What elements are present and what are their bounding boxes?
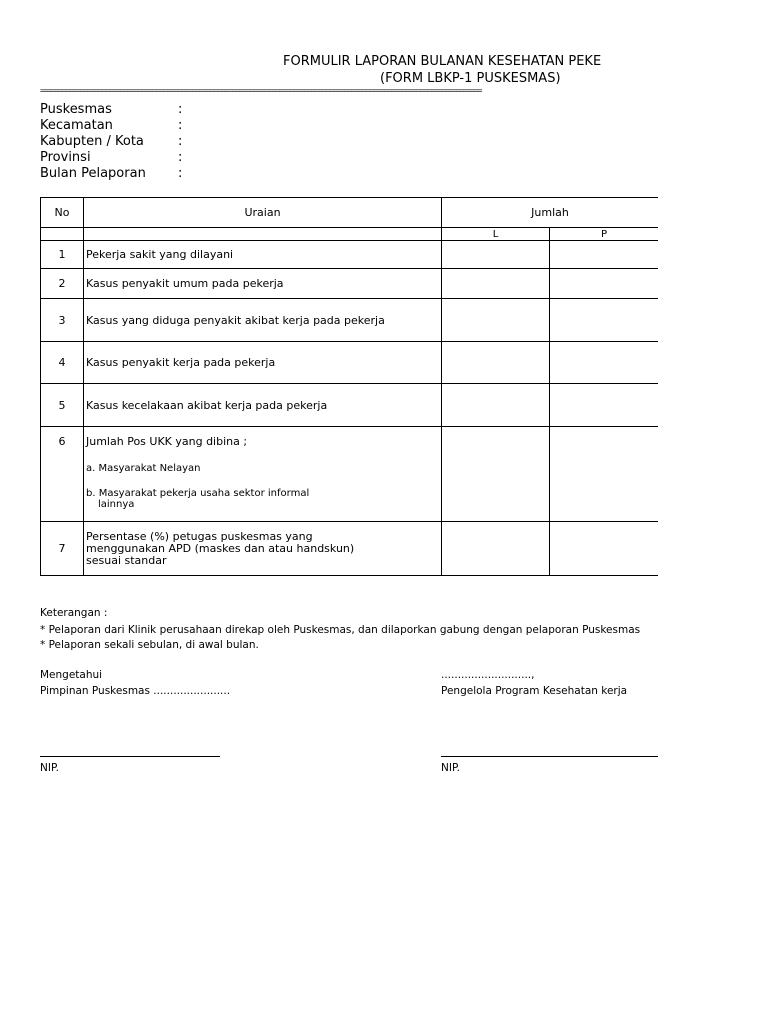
sign-right-place: ..........................., [441, 669, 535, 681]
sign-left-title: Pimpinan Puskesmas ....................... [40, 685, 231, 697]
row-uraian: Kasus kecelakaan akibat kerja pada pekerja [84, 384, 442, 427]
p-cell[interactable] [550, 384, 659, 427]
row-uraian: Kasus yang diduga penyakit akibat kerja pada pekerja [84, 299, 442, 342]
col-uraian-header: Uraian [84, 198, 442, 228]
p-cell[interactable] [550, 522, 659, 576]
row-sub-a: a. Masyarakat Nelayan [86, 463, 201, 474]
p-cell[interactable] [550, 241, 659, 269]
sign-right-line [441, 756, 658, 757]
row-uraian: Pekerja sakit yang dilayani [84, 241, 442, 269]
row-uraian [84, 427, 442, 522]
meta-colon: : [178, 166, 183, 181]
meta-colon: : [178, 118, 183, 133]
sign-right-title: Pengelola Program Kesehatan kerja [441, 685, 628, 697]
table-row [41, 384, 659, 427]
table-row [41, 299, 659, 342]
meta-kecamatan [40, 118, 183, 133]
p-cell[interactable] [550, 269, 659, 299]
row-no: 2 [41, 269, 84, 299]
separator-line: ========================================================================================================================== [40, 86, 482, 95]
row-line-1: Persentase (%) petugas puskesmas yang [86, 529, 313, 543]
meta-kabupaten [40, 134, 183, 149]
table-row [41, 427, 659, 522]
col-p-header: P [550, 228, 659, 241]
row-line-3: sesuai standar [86, 553, 167, 567]
meta-colon: : [178, 134, 183, 149]
row-uraian-title: Jumlah Pos UKK yang dibina ; [86, 435, 248, 448]
row-no: 3 [41, 299, 84, 342]
table-row [41, 522, 659, 576]
sign-left-nip: NIP. [40, 762, 59, 774]
row-no: 6 [41, 427, 84, 522]
l-cell[interactable] [442, 427, 550, 522]
table-row [41, 342, 659, 384]
p-cell[interactable] [550, 427, 659, 522]
l-cell[interactable] [442, 522, 550, 576]
meta-label: Puskesmas [40, 102, 112, 117]
meta-puskesmas [40, 102, 183, 117]
p-cell[interactable] [550, 299, 659, 342]
meta-colon: : [178, 150, 183, 165]
sign-left-line [40, 756, 220, 757]
header-row [41, 198, 659, 228]
meta-bulan [40, 166, 183, 181]
meta-label: Provinsi [40, 150, 91, 165]
col-jumlah-header: Jumlah [442, 198, 659, 228]
sign-right-nip: NIP. [441, 762, 460, 774]
row-no: 4 [41, 342, 84, 384]
row-uraian: Kasus penyakit kerja pada pekerja [84, 342, 442, 384]
sign-left-label: Mengetahui [40, 669, 103, 681]
l-cell[interactable] [442, 299, 550, 342]
row-no: 7 [41, 522, 84, 576]
row-no: 5 [41, 384, 84, 427]
col-l-header: L [442, 228, 550, 241]
table-row [41, 269, 659, 299]
row-no: 1 [41, 241, 84, 269]
meta-label: Kecamatan [40, 118, 113, 133]
meta-label: Bulan Pelaporan [40, 166, 146, 181]
row-uraian [84, 522, 442, 576]
l-cell[interactable] [442, 241, 550, 269]
meta-colon: : [178, 102, 183, 117]
row-uraian: Kasus penyakit umum pada pekerja [84, 269, 442, 299]
l-cell[interactable] [442, 342, 550, 384]
empty-cell [41, 228, 84, 241]
row-line-2: menggunakan APD (maskes dan atau handskun) [86, 541, 355, 555]
note-2: * Pelaporan sekali sebulan, di awal bulan. [40, 639, 259, 651]
meta-provinsi [40, 150, 183, 165]
meta-label: Kabupten / Kota [40, 134, 144, 149]
form-code: (FORM LBKP-1 PUSKESMAS) [380, 71, 561, 86]
row-sub-b: b. Masyarakat pekerja usaha sektor informal [86, 488, 310, 499]
l-cell[interactable] [442, 384, 550, 427]
subheader-row [41, 228, 659, 241]
table-row [41, 241, 659, 269]
empty-cell [84, 228, 442, 241]
col-no-header: No [41, 198, 84, 228]
p-cell[interactable] [550, 342, 659, 384]
l-cell[interactable] [442, 269, 550, 299]
notes-heading: Keterangan : [40, 607, 108, 619]
row-sub-b-cont: lainnya [98, 499, 135, 510]
report-table [40, 197, 658, 576]
note-1: * Pelaporan dari Klinik perusahaan direkap oleh Puskesmas, dan dilaporkan gabung dengan pelaporan Puskesmas [40, 624, 641, 636]
form-title: FORMULIR LAPORAN BULANAN KESEHATAN PEKE [283, 54, 602, 69]
